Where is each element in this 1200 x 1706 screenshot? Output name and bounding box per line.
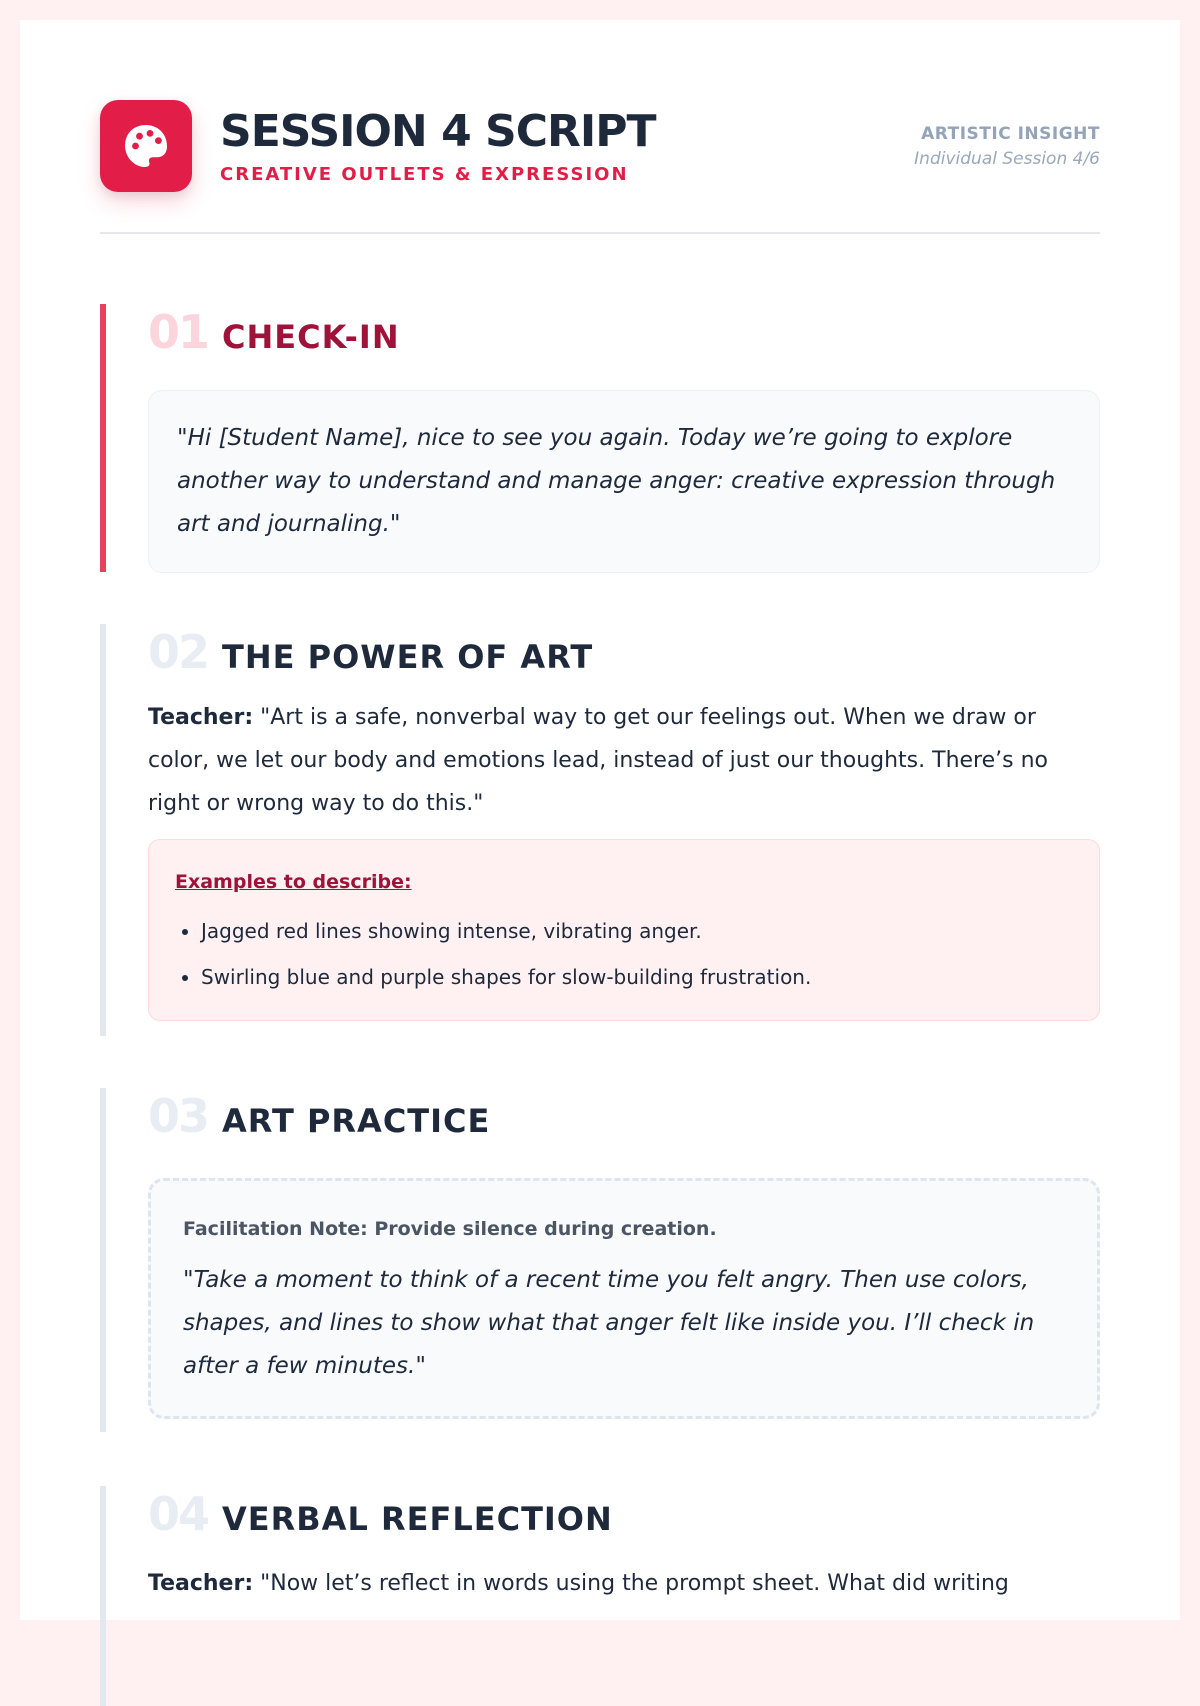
facilitation-note: Facilitation Note: Provide silence during creation. — [183, 1218, 717, 1240]
section-number: 02 — [148, 625, 209, 679]
teacher-label: Teacher: — [148, 705, 254, 730]
page-title: SESSION 4 SCRIPT — [220, 106, 656, 157]
session-label: Individual Session 4/6 — [914, 149, 1100, 169]
teacher-text: "Art is a safe, nonverbal way to get our feelings out. When we draw or color, we let our body and emotions lead, instead of just our thoughts. There’s no right or wrong way to do this." — [148, 705, 1048, 816]
examples-list — [175, 908, 1073, 1000]
section-header — [148, 624, 1100, 680]
teacher-line — [148, 696, 1100, 825]
script-quote: "Hi [Student Name], nice to see you again. Today we’re going to explore another way to understand and manage anger: creative expression through art and journaling." — [148, 390, 1100, 573]
section-header — [148, 304, 1100, 360]
section-check-in — [100, 304, 1100, 572]
teacher-label: Teacher: — [148, 1571, 254, 1596]
section-title: CHECK-IN — [222, 318, 400, 356]
section-title: ART PRACTICE — [222, 1102, 491, 1140]
section-title: VERBAL REFLECTION — [222, 1500, 613, 1538]
page-subtitle: CREATIVE OUTLETS & EXPRESSION — [220, 164, 629, 185]
document-content — [100, 100, 1100, 1596]
list-item: • Swirling blue and purple shapes for slow-building frustration. — [201, 954, 1073, 1000]
palette-icon — [100, 100, 192, 192]
list-item: • Jagged red lines showing intense, vibrating anger. — [201, 908, 1073, 954]
examples-heading: Examples to describe: — [175, 871, 412, 893]
teacher-text: "Now let’s reflect in words using the prompt sheet. What did writing — [253, 1571, 1009, 1596]
section-number: 01 — [148, 305, 209, 359]
session-meta — [914, 122, 1100, 172]
section-title: THE POWER OF ART — [222, 638, 594, 676]
document-header — [100, 100, 1100, 230]
teacher-line — [148, 1562, 1100, 1605]
section-header — [148, 1486, 1100, 1542]
brand-label: ARTISTIC INSIGHT — [921, 124, 1100, 144]
section-number: 04 — [148, 1487, 209, 1541]
section-header — [148, 1088, 1100, 1144]
document-page — [20, 20, 1180, 1620]
section-number: 03 — [148, 1089, 209, 1143]
section-art-practice — [100, 1088, 1100, 1432]
examples-box — [148, 839, 1100, 1021]
section-power-of-art — [100, 624, 1100, 1036]
header-divider — [100, 232, 1100, 234]
script-quote: "Take a moment to think of a recent time you felt angry. Then use colors, shapes, and lines to show what that anger felt like inside you. I’ll check in after a few minutes." — [183, 1267, 1035, 1379]
section-verbal-reflection — [100, 1486, 1100, 1706]
facilitation-card — [148, 1178, 1100, 1419]
